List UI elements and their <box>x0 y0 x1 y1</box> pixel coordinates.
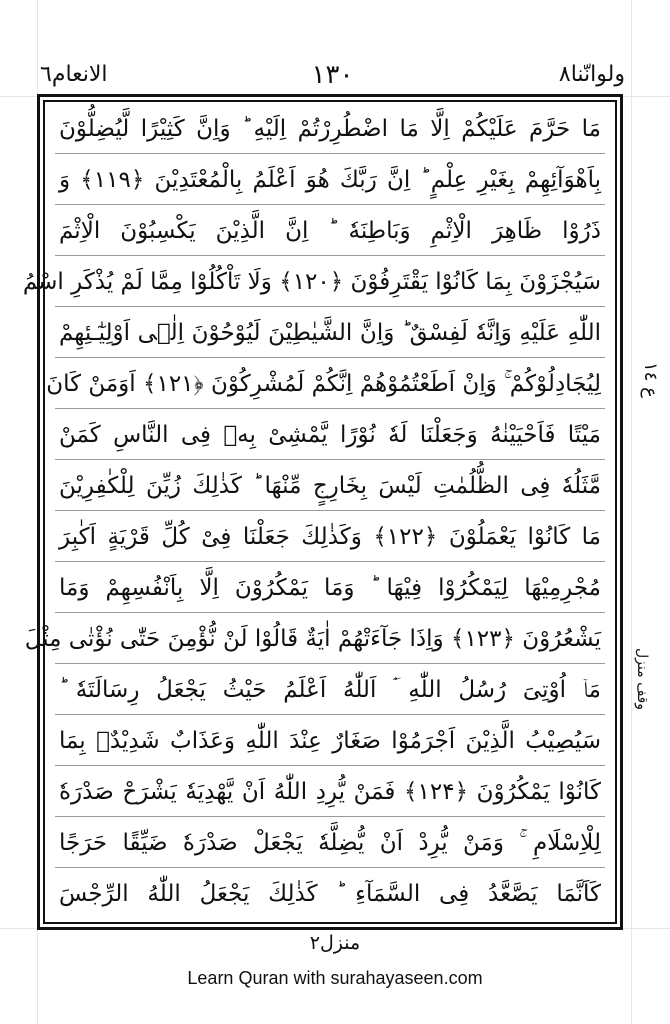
verse-line-text: سَيُجْزَوْنَ بِمَا كَانُوْا يَقْتَرِفُوْنَ ﴿۱۲۰﴾ وَلَا تَاْكُلُوْا مِمَّا لَمْ يُذْكَرِ اسْمُ <box>22 269 601 295</box>
waqf-note: وقف منزل <box>634 648 650 711</box>
verse-line <box>59 408 601 462</box>
verse-line-text: كَاَنَّمَا يَصَّعَّدُ فِى السَّمَآءِ ؕ كَذٰلِكَ يَجْعَلُ اللّٰهُ الرِّجْسَ <box>59 881 601 907</box>
verse-line-text: اللّٰهِ عَلَيْهِ وَاِنَّهٗ لَفِسْقٌ ؕ وَاِنَّ الشَّيٰطِيْنَ لَيُوْحُوْنَ اِلٰۤى اَوْلِيٰٓـئِهِمْ <box>59 320 601 346</box>
page-guide <box>631 0 632 1024</box>
verse-line-text: لِلْاِسْلَامِ ۚ وَمَنْ يُّرِدْ اَنْ يُّضِلَّهٗ يَجْعَلْ صَدْرَهٗ ضَيِّقًا حَرَجًا <box>59 830 601 856</box>
verse-line <box>59 306 601 360</box>
verse-line <box>59 561 601 615</box>
footer-credit: Learn Quran with surahayaseen.com <box>187 968 483 988</box>
page-frame <box>22 94 623 930</box>
verse-line-text: لِيُجَادِلُوْكُمْ ۚ وَاِنْ اَطَعْتُمُوْهُمْ اِنَّكُمْ لَمُشْرِكُوْنَ ﴿۱۲۱﴾ اَوَمَنْ كَانَ <box>46 371 601 397</box>
verse-line <box>22 255 601 309</box>
verse-line <box>59 204 601 258</box>
page-number: ۱۳۰ <box>311 60 354 90</box>
page-header <box>40 58 625 92</box>
verse-line <box>59 714 601 768</box>
verse-line <box>59 102 601 156</box>
ruku-marker: ع ۱٤ <box>640 362 661 398</box>
verse-line <box>59 510 601 564</box>
verse-line-text: مَيْتًا فَاَحْيَيْنٰهُ وَجَعَلْنَا لَهٗ نُوْرًا يَّمْشِىْ بِهٖ فِى النَّاسِ كَمَنْ <box>59 422 601 448</box>
verse-line-text: يَشْعُرُوْنَ ﴿۱۲۳﴾ وَاِذَا جَآءَتْهُمْ اٰيَةٌ قَالُوْا لَنْ نُّؤْمِنَ حَتّٰى نُؤْتٰى مِثْلَ <box>24 626 601 652</box>
verse-line-text: بِاَهْوَآئِهِمْ بِغَيْرِ عِلْمٍ ؕ اِنَّ رَبَّكَ هُوَ اَعْلَمُ بِالْمُعْتَدِيْنَ ﴿۱۱۹﴾ وَ <box>59 167 601 193</box>
verse-line <box>59 153 601 207</box>
verse-line-text: مَا حَرَّمَ عَلَيْكُمْ اِلَّا مَا اضْطُرِرْتُمْ اِلَيْهِ ؕ وَاِنَّ كَثِيْرًا لَّيُضِلُّوْنَ <box>59 116 601 142</box>
verse-line-text: مَّثَلُهٗ فِى الظُّلُمٰتِ لَيْسَ بِخَارِجٍ مِّنْهَا ؕ كَذٰلِكَ زُيِّنَ لِلْكٰفِرِيْنَ <box>59 473 601 499</box>
verse-line-text: ذَرُوْا ظَاهِرَ الْاِثْمِ وَبَاطِنَهٗ ؕ اِنَّ الَّذِيْنَ يَكْسِبُوْنَ الْاِثْمَ <box>59 218 601 244</box>
juz-name: ولوانّنا۸ <box>558 62 625 87</box>
verse-line-text: سَيُصِيْبُ الَّذِيْنَ اَجْرَمُوْا صَغَارٌ عِنْدَ اللّٰهِ وَعَذَابٌ شَدِيْدٌۢ بِمَا <box>59 728 601 754</box>
verse-line <box>59 459 601 513</box>
inner-frame <box>22 100 617 924</box>
surah-name: الانعام٦ <box>40 62 108 87</box>
verse-line-text: كَانُوْا يَمْكُرُوْنَ ﴿۱۲۴﴾ فَمَنْ يُّرِدِ اللّٰهُ اَنْ يَّهْدِيَهٗ يَشْرَحْ صَدْرَهٗ <box>59 779 601 805</box>
verse-line <box>24 612 601 666</box>
verse-line <box>59 816 601 870</box>
verse-line <box>59 765 601 819</box>
verse-line <box>59 663 601 717</box>
verse-line-text: مُجْرِمِيْهَا لِيَمْكُرُوْا فِيْهَا ؕ وَمَا يَمْكُرُوْنَ اِلَّا بِاَنْفُسِهِمْ وَمَا <box>59 575 601 601</box>
verse-line-text: مَاۤ اُوْتِىَ رُسُلُ اللّٰهِ ؔۘ اَللّٰهُ اَعْلَمُ حَيْثُ يَجْعَلُ رِسَالَتَهٗ ؕ <box>59 677 601 703</box>
manzil-label: منزل۲ <box>309 932 361 954</box>
verse-line <box>46 357 601 411</box>
verse-line-text: مَا كَانُوْا يَعْمَلُوْنَ ﴿۱۲۲﴾ وَكَذٰلِكَ جَعَلْنَا فِىْ كُلِّ قَرْيَةٍ اَكٰبِرَ <box>59 524 601 550</box>
verse-line <box>59 867 601 921</box>
verse-lines <box>22 102 615 922</box>
